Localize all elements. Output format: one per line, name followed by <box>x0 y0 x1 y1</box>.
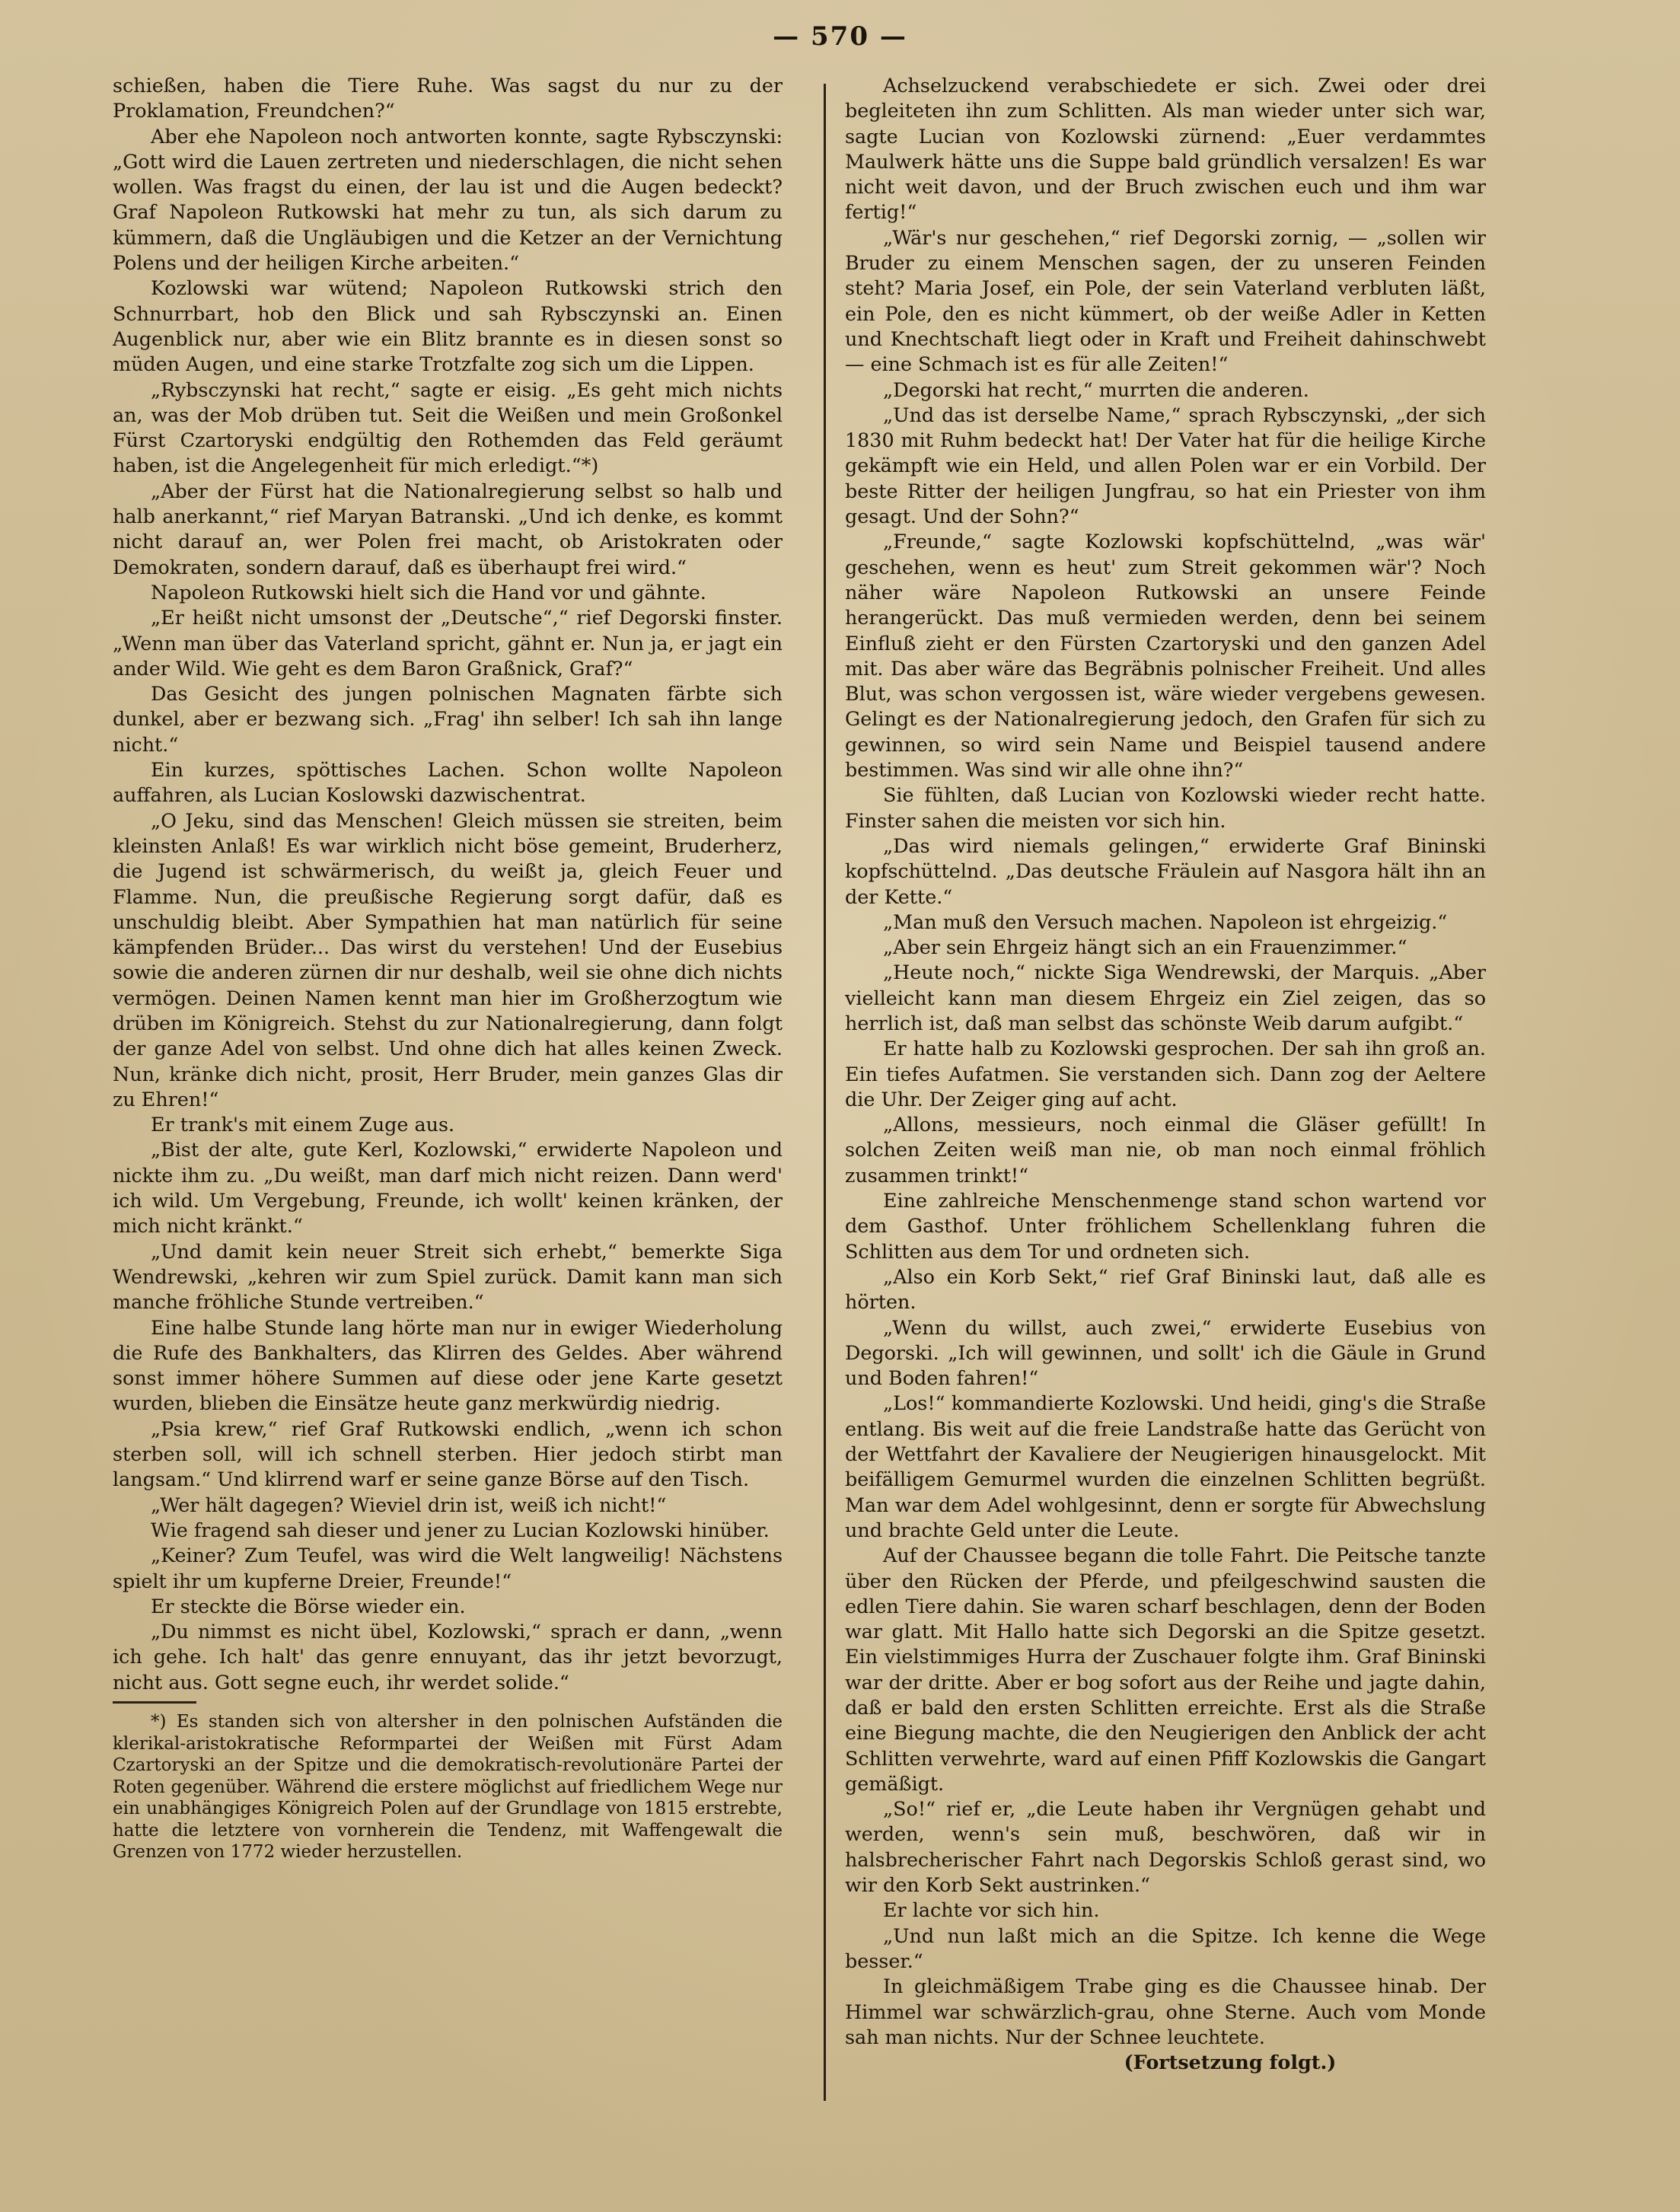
paragraph: „Los!“ kommandierte Kozlowski. Und heidi, ging's die Straße entlang. Bis weit auf die freie Landstraße hatte das Gerücht von der Wettfahrt der Kavaliere der Neugierigen hinausgelockt. Mit beifälligem Gemurmel wurden die einzelnen Schlitten begrüßt. Man war dem Adel wohlgesinnt, denn er sorgte für Abwechslung und brachte Geld unter die Leute. <box>845 1391 1486 1541</box>
right-column <box>845 73 1486 2075</box>
paragraph: Napoleon Rutkowski hielt sich die Hand vor und gähnte. <box>151 580 706 604</box>
paragraph: Ein kurzes, spöttisches Lachen. Schon wollte Napoleon auffahren, als Lucian Koslowski dazwischentrat. <box>113 758 783 807</box>
paragraph: „Wär's nur geschehen,“ rief Degorski zornig, — „sollen wir Bruder zu einem Menschen sagen, der zu unseren Feinden steht? Maria Josef, ein Pole, der sein Vaterland verbluten läßt, ein Pole, den es nicht kümmert, ob der weiße Adler in Ketten und Knechtschaft liegt oder in Kraft und Freiheit dahinschwebt — eine Schmach ist es für alle Zeiten!“ <box>845 225 1486 376</box>
paragraph: „Allons, messieurs, noch einmal die Gläser gefüllt! In solchen Zeiten weiß man nie, ob man noch einmal fröhlich zusammen trinkt!“ <box>845 1113 1486 1187</box>
paragraph: „Heute noch,“ nickte Siga Wendrewski, der Marquis. „Aber vielleicht kann man diesem Ehrgeiz ein Ziel zeigen, das so herrlich ist, daß man selbst das schönste Weib darum aufgibt.“ <box>845 961 1486 1034</box>
paragraph: „Degorski hat recht,“ murrten die anderen. <box>883 378 1309 401</box>
paragraph: schießen, haben die Tiere Ruhe. Was sagst du nur zu der Proklamation, Freundchen?“ <box>113 74 783 123</box>
paragraph: „Und das ist derselbe Name,“ sprach Rybsczynski, „der sich 1830 mit Ruhm bedeckt hat! Der Vater hat für die heilige Kirche gekämpft wie ein Held, und allen Polen war er ein Vorbild. Der beste Ritter der heiligen Jungfrau, so hat ein Priester von ihm gesagt. Und der Sohn?“ <box>845 403 1486 528</box>
footnote: *) Es standen sich von altersher in den polnischen Aufständen die klerikal-aristokratische Reformpartei der Weißen mit Fürst Adam Czartoryski an der Spitze und die demokratisch-revolutionäre Partei der Roten gegenüber. Während die erstere möglichst auf friedlichem Wege nur ein unabhängiges Königreich Polen auf der Grundlage von 1815 erstrebte, hatte die letztere von vornherein die Tendenz, mit Waffengewalt die Grenzen von 1772 wieder herzustellen. <box>113 1712 783 1862</box>
paragraph: Eine halbe Stunde lang hörte man nur in ewiger Wiederholung die Rufe des Bankhalters, das Klirren des Geldes. Aber während sonst immer höhere Summen auf diese oder jene Karte gesetzt wurden, blieben die Einsätze heute ganz merkwürdig niedrig. <box>113 1315 783 1415</box>
paragraph: Aber ehe Napoleon noch antworten konnte, sagte Rybsczynski: „Gott wird die Lauen zertreten und niederschlagen, die nicht sehen wollen. Was fragst du einen, der lau ist und die Augen bedeckt? Graf Napoleon Rutkowski hat mehr zu tun, als sich darum zu kümmern, daß die Ungläubigen und die Ketzer an der Vernichtung Polens und der heiligen Kirche arbeiten.“ <box>113 124 783 275</box>
paragraph: In gleichmäßigem Trabe ging es die Chaussee hinab. Der Himmel war schwärzlich-grau, ohne Sterne. Auch vom Monde sah man nichts. Nur der Schnee leuchtete. <box>845 1975 1486 2048</box>
paragraph: „Aber sein Ehrgeiz hängt sich an ein Frauenzimmer.“ <box>883 935 1407 959</box>
paragraph: „Wenn du willst, auch zwei,“ erwiderte Eusebius von Degorski. „Ich will gewinnen, und sollt' ich die Gäule in Grund und Boden fahren!“ <box>845 1315 1486 1390</box>
paragraph: Das Gesicht des jungen polnischen Magnaten färbte sich dunkel, aber er bezwang sich. „Frag' ihn selber! Ich sah ihn lange nicht.“ <box>113 682 783 756</box>
paragraph: Er lachte vor sich hin. <box>883 1898 1100 1922</box>
paragraph: „Er heißt nicht umsonst der „Deutsche“,“ rief Degorski finster. „Wenn man über das Vaterland spricht, gähnt er. Nun ja, er jagt ein ander Wild. Wie geht es dem Baron Graßnick, Graf?“ <box>113 606 783 680</box>
paragraph: Auf der Chaussee begann die tolle Fahrt. Die Peitsche tanzte über den Rücken der Pferde, und pfeilgeschwind sausten die edlen Tiere dahin. Sie waren scharf beschlagen, denn der Boden war glatt. Mit Hallo hatte sich Degorski an die Spitze gesetzt. Ein vielstimmiges Hurra der Zuschauer folgte ihm. Graf Bininski war der dritte. Aber er bog sofort aus der Reihe und jagte dahin, daß er bald den ersten Schlitten erreichte. Erst als die Straße eine Biegung machte, die den Neugierigen den Anblick der acht Schlitten verwehrte, ward auf einen Pfiff Kozlowskis die Gangart gemäßigt. <box>845 1544 1486 1795</box>
paragraph: „O Jeku, sind das Menschen! Gleich müssen sie streiten, beim kleinsten Anlaß! Es war wirklich nicht böse gemeint, Bruderherz, die Jugend ist schwärmerisch, du weißt ja, gleich Feuer und Flamme. Nun, die preußische Regierung sorgt dafür, daß es unschuldig bleibt. Aber Sympathien hat man natürlich für seine kämpfenden Brüder... Das wirst du verstehen! Und der Eusebius sowie die anderen zürnen dir nur deshalb, weil sie ohne dich nichts vermögen. Deinen Namen kennt man hier im Großherzogtum wie drüben im Königreich. Stehst du zur Nationalregierung, dann folgt der ganze Adel von selbst. Und ohne dich hat alles keinen Zweck. Nun, kränke dich nicht, prosit, Herr Bruder, mein ganzes Glas dir zu Ehren!“ <box>113 808 783 1111</box>
paragraph: „Psia krew,“ rief Graf Rutkowski endlich, „wenn ich schon sterben soll, will ich schnell sterben. Hier jedoch stirbt man langsam.“ Und klirrend warf er seine ganze Börse auf den Tisch. <box>113 1417 783 1491</box>
paragraph: „Du nimmst es nicht übel, Kozlowski,“ sprach er dann, „wenn ich gehe. Ich halt' das genre ennuyant, das ihr jetzt bevorzugt, nicht aus. Gott segne euch, ihr werdet solide.“ <box>113 1620 783 1694</box>
paragraph: Wie fragend sah dieser und jener zu Lucian Kozlowski hinüber. <box>151 1518 770 1541</box>
continuation-note <box>845 2050 1486 2075</box>
paragraph: „Das wird niemals gelingen,“ erwiderte Graf Bininski kopfschüttelnd. „Das deutsche Fräulein auf Nasgora hält ihn an der Kette.“ <box>845 833 1486 908</box>
paragraph: „Und damit kein neuer Streit sich erhebt,“ bemerkte Siga Wendrewski, „kehren wir zum Spiel zurück. Damit kann man sich manche fröhliche Stunde vertreiben.“ <box>113 1239 783 1314</box>
paragraph: „Also ein Korb Sekt,“ rief Graf Bininski laut, daß alle es hörten. <box>845 1264 1486 1314</box>
paragraph: Eine zahlreiche Menschenmenge stand schon wartend vor dem Gasthof. Unter fröhlichem Schellenklang fuhren die Schlitten aus dem Tor und ordneten sich. <box>845 1189 1486 1263</box>
footnote-divider <box>113 1701 196 1704</box>
page-number: — 570 — <box>773 21 907 52</box>
paragraph: „Aber der Fürst hat die Nationalregierung selbst so halb und halb anerkannt,“ rief Maryan Batranski. „Und ich denke, es kommt nicht darauf an, wer Polen frei macht, ob Aristokraten oder Demokraten, sondern darauf, daß es überhaupt frei wird.“ <box>113 479 783 578</box>
paragraph: Sie fühlten, daß Lucian von Kozlowski wieder recht hatte. Finster sahen die meisten vor sich hin. <box>845 783 1486 832</box>
paragraph: Er steckte die Börse wieder ein. <box>151 1594 466 1618</box>
paragraph: Achselzuckend verabschiedete er sich. Zwei oder drei begleiteten ihn zum Schlitten. Als man wieder unter sich war, sagte Lucian von Kozlowski zürnend: „Euer verdammtes Maulwerk hätte uns die Suppe bald gründlich versalzen! Es war nicht weit davon, und der Bruch zwischen euch und ihm war fertig!“ <box>845 74 1486 224</box>
continuation-label: (Fortsetzung folgt.) <box>1124 2051 1337 2074</box>
paragraph: „Keiner? Zum Teufel, was wird die Welt langweilig! Nächstens spielt ihr um kupferne Dreier, Freunde!“ <box>113 1544 783 1592</box>
paragraph: Er trank's mit einem Zuge aus. <box>151 1113 455 1136</box>
paragraph: „Und nun laßt mich an die Spitze. Ich kenne die Wege besser.“ <box>845 1924 1486 1972</box>
paragraph: „Bist der alte, gute Kerl, Kozlowski,“ erwiderte Napoleon und nickte ihm zu. „Du weißt, man darf mich nicht reizen. Dann werd' ich wild. Um Vergebung, Freunde, ich wollt' keinen kränken, der mich nicht kränkt.“ <box>113 1138 783 1238</box>
paragraph: Er hatte halb zu Kozlowski gesprochen. Der sah ihn groß an. Ein tiefes Aufatmen. Sie verstanden sich. Dann zog der Aeltere die Uhr. Der Zeiger ging auf acht. <box>845 1037 1486 1111</box>
paragraph: „Man muß den Versuch machen. Napoleon ist ehrgeizig.“ <box>883 910 1448 933</box>
paragraph: „Rybsczynski hat recht,“ sagte er eisig. „Es geht mich nichts an, was der Mob drüben tut. Seit die Weißen und mein Großonkel Fürst Czartoryski endgültig den Rothemden das Feld geräumt haben, ist die Angelegenheit für mich erledigt.“*) <box>113 378 783 477</box>
left-column <box>113 73 783 1863</box>
paragraph: „Freunde,“ sagte Kozlowski kopfschüttelnd, „was wär' geschehen, wenn es heut' zum Streit gekommen wär'? Noch näher wäre Napoleon Rutkowski an unsere Feinde herangerückt. Das muß vermieden werden, denn bei seinem Einfluß zieht er den Fürsten Czartoryski und den ganzen Adel mit. Das aber wäre das Begräbnis polnischer Freiheit. Und alles Blut, was schon vergossen ist, wäre wieder vergebens gewesen. Gelingt es der Nationalregierung jedoch, den Grafen für sich zu gewinnen, so wird sein Name und Beispiel tausend andere bestimmen. Was sind wir alle ohne ihn?“ <box>845 530 1486 782</box>
paragraph: „So!“ rief er, „die Leute haben ihr Vergnügen gehabt und werden, wenn's sein muß, beschwören, daß wir in halsbrecherischer Fahrt nach Degorskis Schloß gerast sind, wo wir den Korb Sekt austrinken.“ <box>845 1797 1486 1897</box>
column-divider <box>824 84 826 2101</box>
paragraph: Kozlowski war wütend; Napoleon Rutkowski strich den Schnurrbart, hob den Blick und sah Rybsczynski an. Einen Augenblick nur, aber wie ein Blitz brannte es in diesen sonst so müden Augen, und eine starke Trotzfalte zog sich um die Lippen. <box>113 276 783 376</box>
paragraph: „Wer hält dagegen? Wieviel drin ist, weiß ich nicht!“ <box>151 1493 667 1516</box>
